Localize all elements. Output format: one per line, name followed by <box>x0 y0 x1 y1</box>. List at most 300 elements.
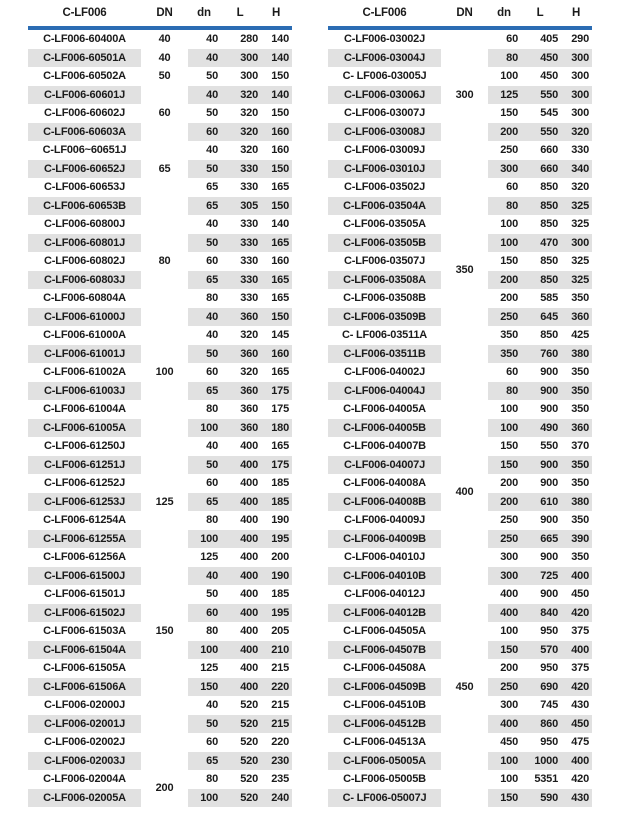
model-cell: C-LF006-61505A <box>43 662 126 674</box>
dn-cell: 450 <box>500 736 518 748</box>
dn-cell: 80 <box>206 403 218 415</box>
dn-spacer-cell <box>441 123 488 142</box>
table-row <box>328 49 592 68</box>
l-cell: 320 <box>220 123 260 142</box>
dn-cell: 50 <box>206 70 218 82</box>
table-row <box>328 30 592 49</box>
dn-cell: 150 <box>488 641 520 660</box>
dn-spacer-cell <box>141 548 188 567</box>
h-cell: 390 <box>560 530 592 549</box>
l-cell: 665 <box>520 530 560 549</box>
model-cell: C-LF006-60804A <box>43 292 126 304</box>
dn-spacer-cell <box>141 511 188 530</box>
dn-group-label: 40 <box>158 33 171 45</box>
l-cell: 850 <box>520 271 560 290</box>
model-cell: C-LF006-61004A <box>43 403 126 415</box>
header-dn: dn <box>497 7 511 19</box>
model-cell: C-LF006-03511B <box>328 345 441 364</box>
h-cell: 350 <box>560 382 592 401</box>
h-cell: 165 <box>271 181 289 193</box>
h-cell: 350 <box>571 403 589 415</box>
h-cell: 140 <box>260 86 292 105</box>
table-row <box>328 567 592 586</box>
table-row <box>28 659 292 678</box>
l-cell: 745 <box>540 699 558 711</box>
model-cell: C-LF006-04002J <box>344 366 425 378</box>
model-cell: C-LF006-04005A <box>343 403 426 415</box>
model-cell: C-LF006-04507B <box>328 641 441 660</box>
l-cell: 450 <box>540 70 558 82</box>
model-cell: C-LF006-60502A <box>43 70 126 82</box>
l-cell: 300 <box>240 70 258 82</box>
h-cell: 475 <box>571 736 589 748</box>
table-row <box>28 345 292 364</box>
dn-cell: 150 <box>188 678 220 697</box>
dn-spacer-cell <box>441 197 488 216</box>
dn-cell: 60 <box>206 255 218 267</box>
dn-spacer-cell <box>441 67 488 86</box>
table-row <box>328 289 592 308</box>
model-cell: C-LF006-02004A <box>43 773 126 785</box>
model-cell: C-LF006-61503A <box>43 625 126 637</box>
l-cell: 850 <box>520 197 560 216</box>
dn-cell: 100 <box>188 641 220 660</box>
table-row <box>28 123 292 142</box>
dn-spacer-cell <box>141 696 188 715</box>
h-cell: 150 <box>271 70 289 82</box>
l-cell: 400 <box>240 440 258 452</box>
l-cell: 330 <box>240 218 258 230</box>
table-row <box>28 456 292 475</box>
dn-cell: 350 <box>500 329 518 341</box>
dn-cell: 40 <box>188 567 220 586</box>
dn-spacer-cell <box>141 678 188 697</box>
dn-cell: 125 <box>488 86 520 105</box>
table-row <box>328 770 592 789</box>
table-row <box>328 437 592 456</box>
dn-cell: 150 <box>500 255 518 267</box>
l-cell: 520 <box>220 789 260 808</box>
h-cell: 300 <box>571 107 589 119</box>
h-cell: 160 <box>260 345 292 364</box>
h-cell: 340 <box>560 160 592 179</box>
h-cell: 380 <box>560 345 592 364</box>
model-cell: C-LF006-61000A <box>43 329 126 341</box>
dn-cell: 40 <box>206 144 218 156</box>
dn-cell: 60 <box>206 736 218 748</box>
dn-spacer-cell <box>141 308 188 327</box>
h-cell: 350 <box>571 477 589 489</box>
dn-group-label: 65 <box>158 162 171 175</box>
table-row <box>328 67 592 86</box>
dn-cell: 350 <box>488 345 520 364</box>
l-cell: 360 <box>220 308 260 327</box>
model-cell: C-LF006-60501A <box>28 49 141 68</box>
h-cell: 400 <box>560 641 592 660</box>
dn-cell: 50 <box>188 715 220 734</box>
table-row <box>28 178 292 197</box>
table-row <box>28 604 292 623</box>
table-row <box>328 548 592 567</box>
dn-cell: 60 <box>188 604 220 623</box>
model-cell: C-LF006-05005A <box>328 752 441 771</box>
dn-cell: 40 <box>206 699 218 711</box>
table-row <box>328 326 592 345</box>
dn-cell: 50 <box>188 160 220 179</box>
dn-spacer-cell <box>441 659 488 678</box>
l-cell: 760 <box>520 345 560 364</box>
table-row <box>28 141 292 160</box>
h-cell: 350 <box>560 456 592 475</box>
table-row <box>328 622 592 641</box>
model-cell: C-LF006-60602J <box>44 107 125 119</box>
h-cell: 420 <box>560 604 592 623</box>
dn-spacer-cell <box>441 160 488 179</box>
dn-cell: 40 <box>188 86 220 105</box>
dn-cell: 250 <box>488 530 520 549</box>
l-cell: 900 <box>540 551 558 563</box>
h-cell: 325 <box>560 197 592 216</box>
dn-spacer-cell <box>441 807 488 826</box>
h-cell: 400 <box>560 567 592 586</box>
l-cell: 5351 <box>534 773 558 785</box>
model-cell: C-LF006-04007J <box>328 456 441 475</box>
h-cell: 425 <box>571 329 589 341</box>
dn-cell: 100 <box>188 789 220 808</box>
dn-group-label: 50 <box>158 70 171 82</box>
l-cell: 330 <box>220 160 260 179</box>
l-cell: 400 <box>240 514 258 526</box>
l-cell: 570 <box>520 641 560 660</box>
dn-spacer-cell <box>441 178 488 197</box>
l-cell: 320 <box>220 86 260 105</box>
h-cell: 220 <box>260 678 292 697</box>
dn-group-label: 60 <box>158 107 171 119</box>
table-row <box>328 733 592 752</box>
dn-spacer-cell <box>441 363 488 382</box>
header-H: H <box>271 7 281 19</box>
dn-spacer-cell <box>441 604 488 623</box>
dn-cell: 40 <box>206 33 218 45</box>
dn-spacer-cell <box>441 456 488 475</box>
table-row <box>328 234 592 253</box>
h-cell: 420 <box>571 773 589 785</box>
table-row <box>328 641 592 660</box>
h-cell <box>260 807 292 826</box>
dn-cell <box>488 807 520 826</box>
h-cell: 320 <box>560 123 592 142</box>
table-row <box>28 752 292 771</box>
table-header <box>28 0 292 26</box>
l-cell: 450 <box>520 49 560 68</box>
model-cell: C-LF006-02000J <box>44 699 125 711</box>
h-cell: 430 <box>560 789 592 808</box>
model-cell: C-LF006-03002J <box>344 33 425 45</box>
h-cell: 140 <box>271 218 289 230</box>
l-cell: 900 <box>540 514 558 526</box>
model-cell: C-LF006-04005B <box>328 419 441 438</box>
dn-cell: 50 <box>206 107 218 119</box>
dn-cell: 400 <box>488 715 520 734</box>
l-cell: 550 <box>520 123 560 142</box>
header-DN: DN <box>456 7 473 19</box>
l-cell: 545 <box>540 107 558 119</box>
dn-spacer-cell <box>141 326 188 345</box>
table-row <box>28 86 292 105</box>
table-row <box>28 437 292 456</box>
model-cell: C-LF006-61005A <box>28 419 141 438</box>
table-row <box>28 215 292 234</box>
model-cell: C-LF006-04009B <box>328 530 441 549</box>
header-model: C-LF006 <box>362 7 407 19</box>
dn-spacer-cell <box>141 585 188 604</box>
dn-cell: 200 <box>500 477 518 489</box>
table-row <box>328 382 592 401</box>
dn-spacer-cell <box>441 511 488 530</box>
dn-group-label: 200 <box>155 782 174 795</box>
model-cell: C-LF006-60400A <box>43 33 126 45</box>
table-row <box>328 345 592 364</box>
h-cell: 165 <box>271 440 289 452</box>
dn-spacer-cell <box>441 419 488 438</box>
table-row <box>28 400 292 419</box>
model-cell: C- LF006-05007J <box>328 789 441 808</box>
dn-cell: 50 <box>206 588 218 600</box>
l-cell: 950 <box>540 625 558 637</box>
model-cell: C-LF006-60802J <box>44 255 125 267</box>
table-row <box>328 456 592 475</box>
h-cell: 375 <box>571 662 589 674</box>
dn-spacer-cell <box>141 659 188 678</box>
model-cell: C-LF006-04505A <box>343 625 426 637</box>
header-dn: dn <box>197 7 211 19</box>
table-row <box>328 419 592 438</box>
dn-cell: 80 <box>488 49 520 68</box>
l-cell: 520 <box>240 699 258 711</box>
table-row <box>28 289 292 308</box>
model-cell: C-LF006-04008A <box>343 477 426 489</box>
model-cell: C-LF006-03007J <box>344 107 425 119</box>
model-cell: C-LF006-03504A <box>328 197 441 216</box>
model-cell: C-LF006-04010B <box>328 567 441 586</box>
dn-spacer-cell <box>141 567 188 586</box>
table-row <box>28 308 292 327</box>
h-cell: 150 <box>260 308 292 327</box>
model-cell: C-LF006-03508A <box>328 271 441 290</box>
dn-cell: 80 <box>488 382 520 401</box>
dn-cell: 300 <box>488 160 520 179</box>
dn-spacer-cell <box>141 234 188 253</box>
dn-spacer-cell <box>141 215 188 234</box>
model-cell: C-LF006-61001J <box>28 345 141 364</box>
l-cell <box>520 807 560 826</box>
dn-group-label: 450 <box>455 680 474 693</box>
model-cell: C-LF006-02002J <box>44 736 125 748</box>
dn-spacer-cell <box>441 382 488 401</box>
dn-cell: 60 <box>188 123 220 142</box>
table-row <box>328 604 592 623</box>
h-cell: 215 <box>271 699 289 711</box>
l-cell: 400 <box>240 477 258 489</box>
model-cell: C-LF006-03505B <box>328 234 441 253</box>
dn-cell: 60 <box>506 181 518 193</box>
dn-cell: 40 <box>188 49 220 68</box>
dn-spacer-cell <box>141 271 188 290</box>
model-cell: C- LF006-03511A <box>341 329 428 341</box>
dn-spacer-cell <box>141 604 188 623</box>
h-cell: 160 <box>271 144 289 156</box>
model-cell: C-LF006-61002A <box>43 366 126 378</box>
dn-cell: 60 <box>506 366 518 378</box>
dn-cell: 40 <box>206 218 218 230</box>
table-row <box>328 400 592 419</box>
l-cell: 900 <box>520 456 560 475</box>
dn-cell: 40 <box>206 329 218 341</box>
dn-spacer-cell <box>441 789 488 808</box>
h-cell: 230 <box>260 752 292 771</box>
table-row <box>28 511 292 530</box>
l-cell: 280 <box>240 33 258 45</box>
dn-spacer-cell <box>441 104 488 123</box>
h-cell: 380 <box>560 493 592 512</box>
h-cell: 185 <box>260 493 292 512</box>
dn-cell: 80 <box>206 292 218 304</box>
dn-cell: 60 <box>506 33 518 45</box>
table-row <box>28 419 292 438</box>
model-cell: C-LF006-61003J <box>28 382 141 401</box>
h-cell: 325 <box>571 218 589 230</box>
dn-cell: 300 <box>500 699 518 711</box>
dn-spacer-cell <box>441 215 488 234</box>
h-cell: 375 <box>571 625 589 637</box>
dn-cell: 100 <box>500 403 518 415</box>
l-cell: 660 <box>540 144 558 156</box>
dn-spacer-cell <box>441 696 488 715</box>
dn-cell: 100 <box>188 530 220 549</box>
h-cell: 190 <box>271 514 289 526</box>
l-cell: 320 <box>240 366 258 378</box>
dn-spacer-cell <box>141 86 188 105</box>
h-cell: 190 <box>260 567 292 586</box>
h-cell: 300 <box>571 70 589 82</box>
model-cell: C-LF006-04508A <box>343 662 426 674</box>
l-cell: 850 <box>540 181 558 193</box>
model-cell: C-LF006-04512B <box>328 715 441 734</box>
l-cell: 400 <box>240 551 258 563</box>
table-row <box>328 308 592 327</box>
dn-spacer-cell <box>441 733 488 752</box>
l-cell: 585 <box>540 292 558 304</box>
l-cell: 400 <box>220 678 260 697</box>
dn-cell: 50 <box>188 345 220 364</box>
dn-spacer-cell <box>441 437 488 456</box>
h-cell: 205 <box>271 625 289 637</box>
table-row <box>28 326 292 345</box>
l-cell: 520 <box>240 773 258 785</box>
dn-cell: 100 <box>500 773 518 785</box>
h-cell: 175 <box>260 382 292 401</box>
dn-spacer-cell <box>441 49 488 68</box>
table-row <box>328 659 592 678</box>
model-cell: C-LF006-05005B <box>343 773 426 785</box>
dn-spacer-cell <box>141 289 188 308</box>
l-cell: 400 <box>220 604 260 623</box>
table-row <box>28 271 292 290</box>
h-cell: 195 <box>260 604 292 623</box>
model-cell: C-LF006-60652J <box>28 160 141 179</box>
l-cell: 950 <box>540 662 558 674</box>
table-row <box>328 789 592 808</box>
dn-cell: 65 <box>188 197 220 216</box>
l-cell: 550 <box>540 440 558 452</box>
table-row <box>28 548 292 567</box>
h-cell: 160 <box>260 123 292 142</box>
l-cell: 360 <box>240 403 258 415</box>
table-row <box>28 382 292 401</box>
dn-spacer-cell <box>441 641 488 660</box>
h-cell: 140 <box>271 33 289 45</box>
model-cell: C-LF006-02001J <box>28 715 141 734</box>
dn-spacer-cell <box>141 474 188 493</box>
l-cell: 470 <box>520 234 560 253</box>
l-cell: 900 <box>540 366 558 378</box>
l-cell: 400 <box>220 493 260 512</box>
l-cell: 405 <box>540 33 558 45</box>
dn-cell <box>188 807 220 826</box>
model-cell: C-LF006-03009J <box>344 144 425 156</box>
dn-spacer-cell <box>441 141 488 160</box>
dn-cell: 40 <box>188 308 220 327</box>
dn-group-label: 125 <box>155 495 174 508</box>
dn-cell: 80 <box>488 197 520 216</box>
dn-cell: 50 <box>188 234 220 253</box>
h-cell: 240 <box>260 789 292 808</box>
dn-spacer-cell <box>441 30 488 49</box>
table-row <box>328 141 592 160</box>
spec-table-right <box>328 0 592 826</box>
model-cell: C-LF006-04008B <box>328 493 441 512</box>
model-cell: C-LF006-61501J <box>44 588 125 600</box>
h-cell: 235 <box>271 773 289 785</box>
dn-spacer-cell <box>141 456 188 475</box>
table-rows <box>328 30 592 826</box>
dn-cell: 125 <box>200 551 218 563</box>
dn-cell: 40 <box>206 440 218 452</box>
dn-spacer-cell <box>441 234 488 253</box>
table-row <box>328 123 592 142</box>
model-cell: C-LF006-04513A <box>343 736 426 748</box>
model-cell: C-LF006-61504A <box>28 641 141 660</box>
dn-cell: 60 <box>206 477 218 489</box>
dn-cell: 300 <box>500 551 518 563</box>
l-cell: 1000 <box>520 752 560 771</box>
h-cell: 350 <box>571 551 589 563</box>
model-cell: C-LF006-61502J <box>28 604 141 623</box>
dn-spacer-cell <box>141 419 188 438</box>
h-cell: 360 <box>560 308 592 327</box>
h-cell: 360 <box>560 419 592 438</box>
table-row <box>328 511 592 530</box>
dn-spacer-cell <box>141 715 188 734</box>
model-cell: C-LF006~60651J <box>42 144 127 156</box>
l-cell: 400 <box>220 641 260 660</box>
dn-cell: 60 <box>206 366 218 378</box>
l-cell: 320 <box>240 144 258 156</box>
table-row <box>328 178 592 197</box>
h-cell: 370 <box>571 440 589 452</box>
dn-cell: 100 <box>500 70 518 82</box>
l-cell: 725 <box>520 567 560 586</box>
